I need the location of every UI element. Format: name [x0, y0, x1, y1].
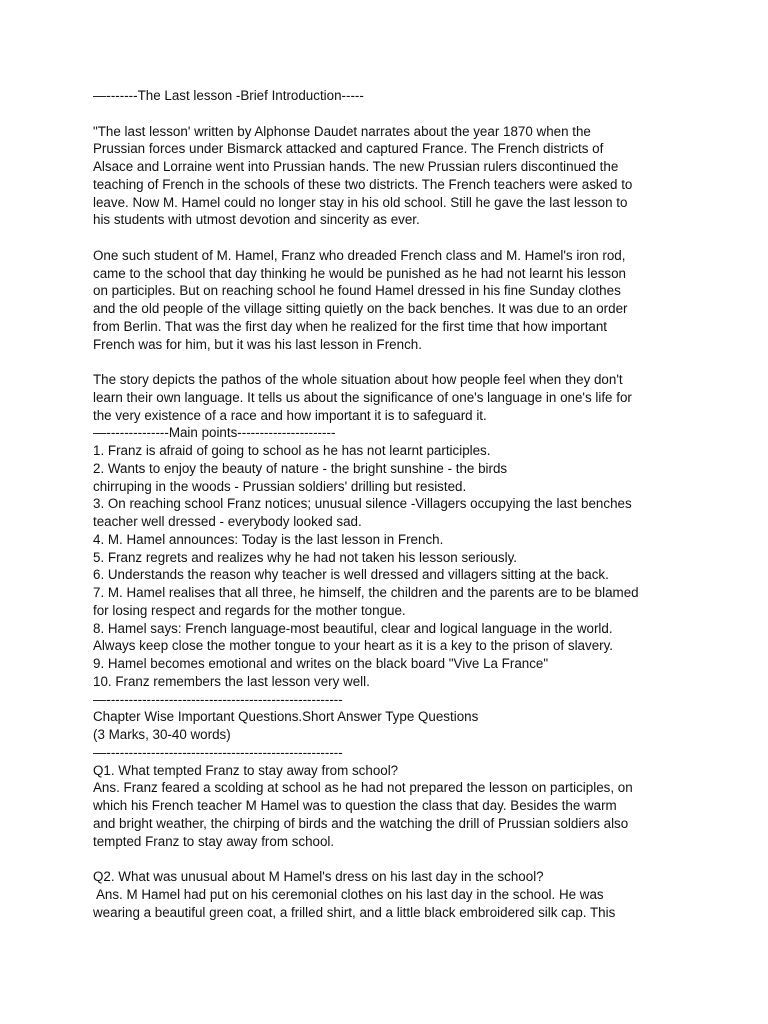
list-item: 8. Hamel says: French language-most beautiful, clear and logical language in the world.: [93, 620, 613, 636]
text-line: French was for him, but it was his last lesson in French.: [93, 336, 422, 352]
list-item: 3. On reaching school Franz notices; unusual silence -Villagers occupying the last benches: [93, 496, 632, 512]
answer-line: Ans. M Hamel had put on his ceremonial clothes on his last day in the school. He was: [93, 886, 604, 902]
spacer: [93, 105, 683, 123]
divider-line: —-----------------------------------------------------: [93, 744, 343, 760]
text-line: teaching of French in the schools of these two districts. The French teachers were asked to: [93, 176, 633, 192]
text-line: One such student of M. Hamel, Franz who dreaded French class and M. Hamel's iron rod,: [93, 247, 626, 263]
list-item: 5. Franz regrets and realizes why he had not taken his lesson seriously.: [93, 549, 518, 565]
spacer: [93, 353, 683, 371]
list-item: 9. Hamel becomes emotional and writes on the black board "Vive La France": [93, 656, 549, 671]
intro-paragraph-1: [93, 123, 683, 230]
text-line: on participles. But on reaching school he found Hamel dressed in his fine Sunday clothes: [93, 283, 621, 299]
questions-heading: Chapter Wise Important Questions.Short Answer Type Questions: [93, 709, 479, 725]
spacer: [93, 850, 683, 868]
marks-note: (3 Marks, 30-40 words): [93, 727, 231, 742]
list-item: teacher well dressed - everybody looked sad.: [93, 514, 362, 529]
list-item: 4. M. Hamel announces: Today is the last lesson in French.: [93, 531, 444, 547]
intro-paragraph-2: [93, 247, 683, 354]
text-line: and the old people of the village sitting quietly on the back benches. It was due to an order: [93, 301, 628, 316]
main-points-section: [93, 424, 683, 690]
list-item: 10. Franz remembers the last lesson very well.: [93, 673, 370, 689]
text-line: the very existence of a race and how important it is to safeguard it.: [93, 407, 487, 423]
text-line: Prussian forces under Bismarck attacked and captured France. The French districts of: [93, 141, 604, 157]
list-item: 7. M. Hamel realises that all three, he himself, the children and the parents are to be blamed: [93, 585, 639, 600]
answer-line: Ans. Franz feared a scolding at school as he had not prepared the lesson on participles, on: [93, 780, 633, 796]
answer-line: wearing a beautiful green coat, a frilled shirt, and a little black embroidered silk cap. This: [93, 904, 616, 920]
question-text: Q2. What was unusual about M Hamel's dress on his last day in the school?: [93, 869, 544, 884]
main-points-heading: —--------------Main points----------------------: [93, 425, 336, 441]
list-item: 6. Understands the reason why teacher is well dressed and villagers sitting at the back.: [93, 567, 609, 583]
question-text: Q1. What tempted Franz to stay away from school?: [93, 762, 399, 778]
question-2: [93, 868, 683, 921]
text-line: learn their own language. It tells us about the significance of one's language in one's life for: [93, 389, 632, 405]
text-line: from Berlin. That was the first day when he realized for the first time that how important: [93, 318, 608, 334]
list-item: 2. Wants to enjoy the beauty of nature - the bright sunshine - the birds: [93, 460, 508, 476]
text-line: The story depicts the pathos of the whole situation about how people feel when they don't: [93, 372, 623, 387]
questions-section: [93, 691, 683, 922]
text-line: his students with utmost devotion and sincerity as ever.: [93, 212, 420, 228]
divider-line: —-----------------------------------------------------: [93, 691, 343, 707]
question-1: [93, 762, 683, 851]
document-page: [93, 87, 683, 921]
spacer: [93, 229, 683, 247]
list-item: Always keep close the mother tongue to your heart as it is a key to the prison of slavery.: [93, 638, 614, 654]
text-line: "The last lesson' written by Alphonse Daudet narrates about the year 1870 when the: [93, 123, 591, 139]
text-line: leave. Now M. Hamel could no longer stay in his old school. Still he gave the last lesson to: [93, 194, 628, 210]
answer-line: which his French teacher M Hamel was to question the class that day. Besides the warm: [93, 798, 617, 813]
list-item: 1. Franz is afraid of going to school as he has not learnt participles.: [93, 443, 491, 458]
intro-paragraph-3: [93, 371, 683, 424]
list-item: for losing respect and regards for the mother tongue.: [93, 602, 406, 618]
answer-line: tempted Franz to stay away from school.: [93, 833, 335, 849]
document-title: —-------The Last lesson -Brief Introduction-----: [93, 88, 364, 103]
list-item: chirruping in the woods - Prussian soldiers' drilling but resisted.: [93, 478, 467, 494]
text-line: Alsace and Lorraine went into Prussian hands. The new Prussian rulers discontinued the: [93, 159, 619, 174]
text-line: came to the school that day thinking he would be punished as he had not learnt his lesson: [93, 265, 627, 281]
answer-line: and bright weather, the chirping of birds and the watching the drill of Prussian soldiers also: [93, 815, 629, 831]
